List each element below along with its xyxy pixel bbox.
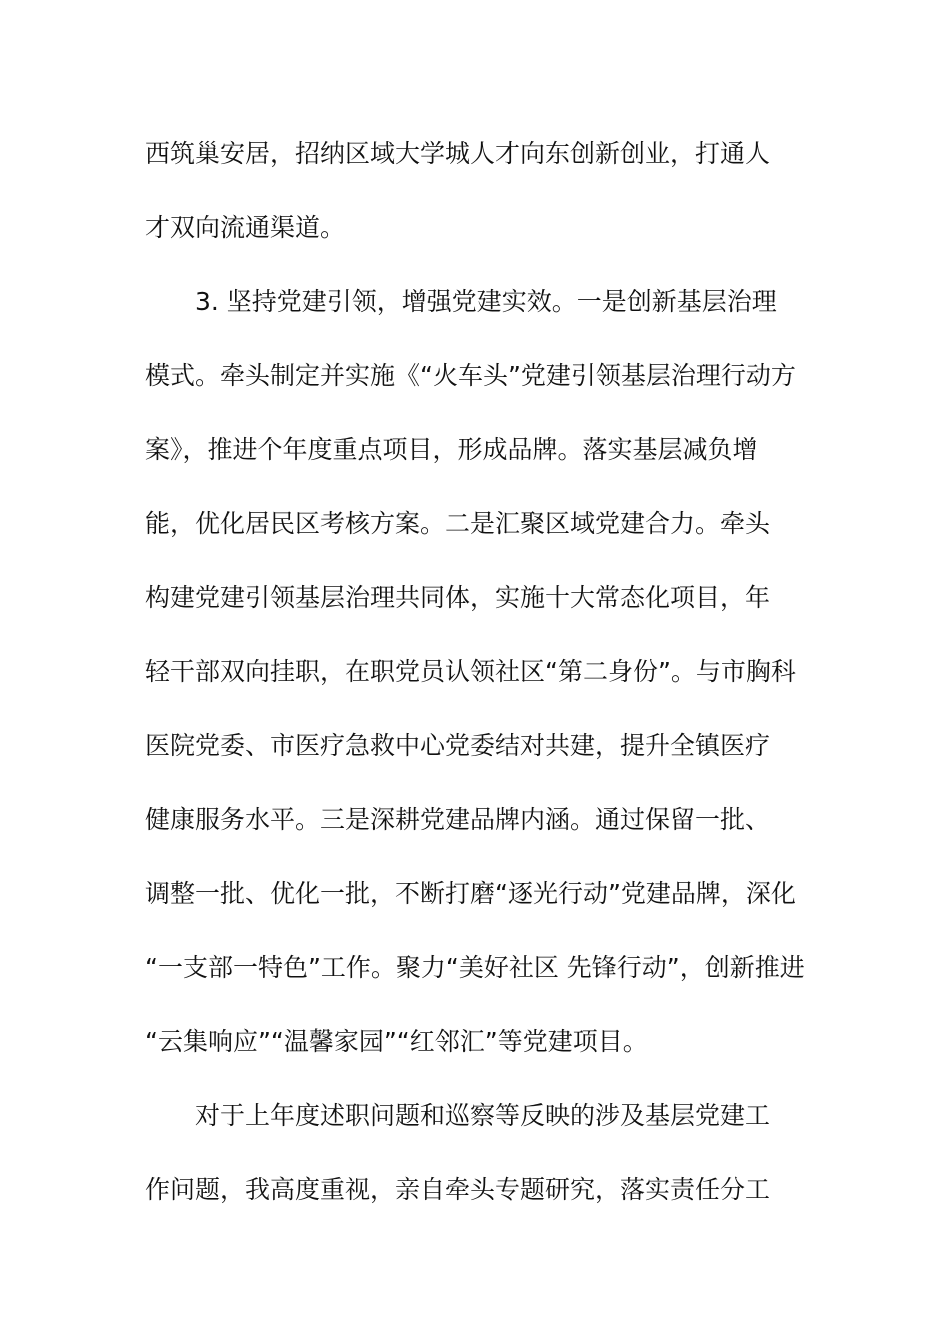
text-line-5: 案》，推进个年度重点项目，形成品牌。落实基层减负增 (145, 435, 758, 464)
text-line-15: 作问题，我高度重视，亲自牵头专题研究，落实责任分工 (145, 1175, 771, 1204)
text-line-8: 轻干部双向挂职，在职党员认领社区“第二身份”。与市胸科 (145, 657, 796, 686)
text-line-2: 才双向流通渠道。 (145, 213, 346, 242)
text-line-6: 能，优化居民区考核方案。二是汇聚区域党建合力。牵头 (145, 509, 771, 538)
text-line-12: “一支部一特色”工作。聚力“美好社区 先锋行动”，创新推进 (145, 953, 805, 982)
text-line-14: 对于上年度述职问题和巡察等反映的涉及基层党建工 (195, 1101, 771, 1130)
text-line-10: 健康服务水平。三是深耕党建品牌内涵。通过保留一批、 (145, 805, 771, 834)
text-line-13: “云集响应”“温馨家园”“红邻汇”等党建项目。 (145, 1027, 648, 1056)
text-line-11: 调整一批、优化一批，不断打磨“逐光行动”党建品牌，深化 (145, 879, 796, 908)
text-line-1: 西筑巢安居，招纳区域大学城人才向东创新创业，打通人 (145, 139, 771, 168)
text-line-9: 医院党委、市医疗急救中心党委结对共建，提升全镇医疗 (145, 731, 771, 760)
text-line-4: 模式。牵头制定并实施《“火车头”党建引领基层治理行动方 (145, 361, 796, 390)
paragraph-heading-3: 3. 坚持党建引领，增强党建实效。一是创新基层治理 (195, 287, 777, 316)
text-line-7: 构建党建引领基层治理共同体，实施十大常态化项目，年 (145, 583, 771, 612)
